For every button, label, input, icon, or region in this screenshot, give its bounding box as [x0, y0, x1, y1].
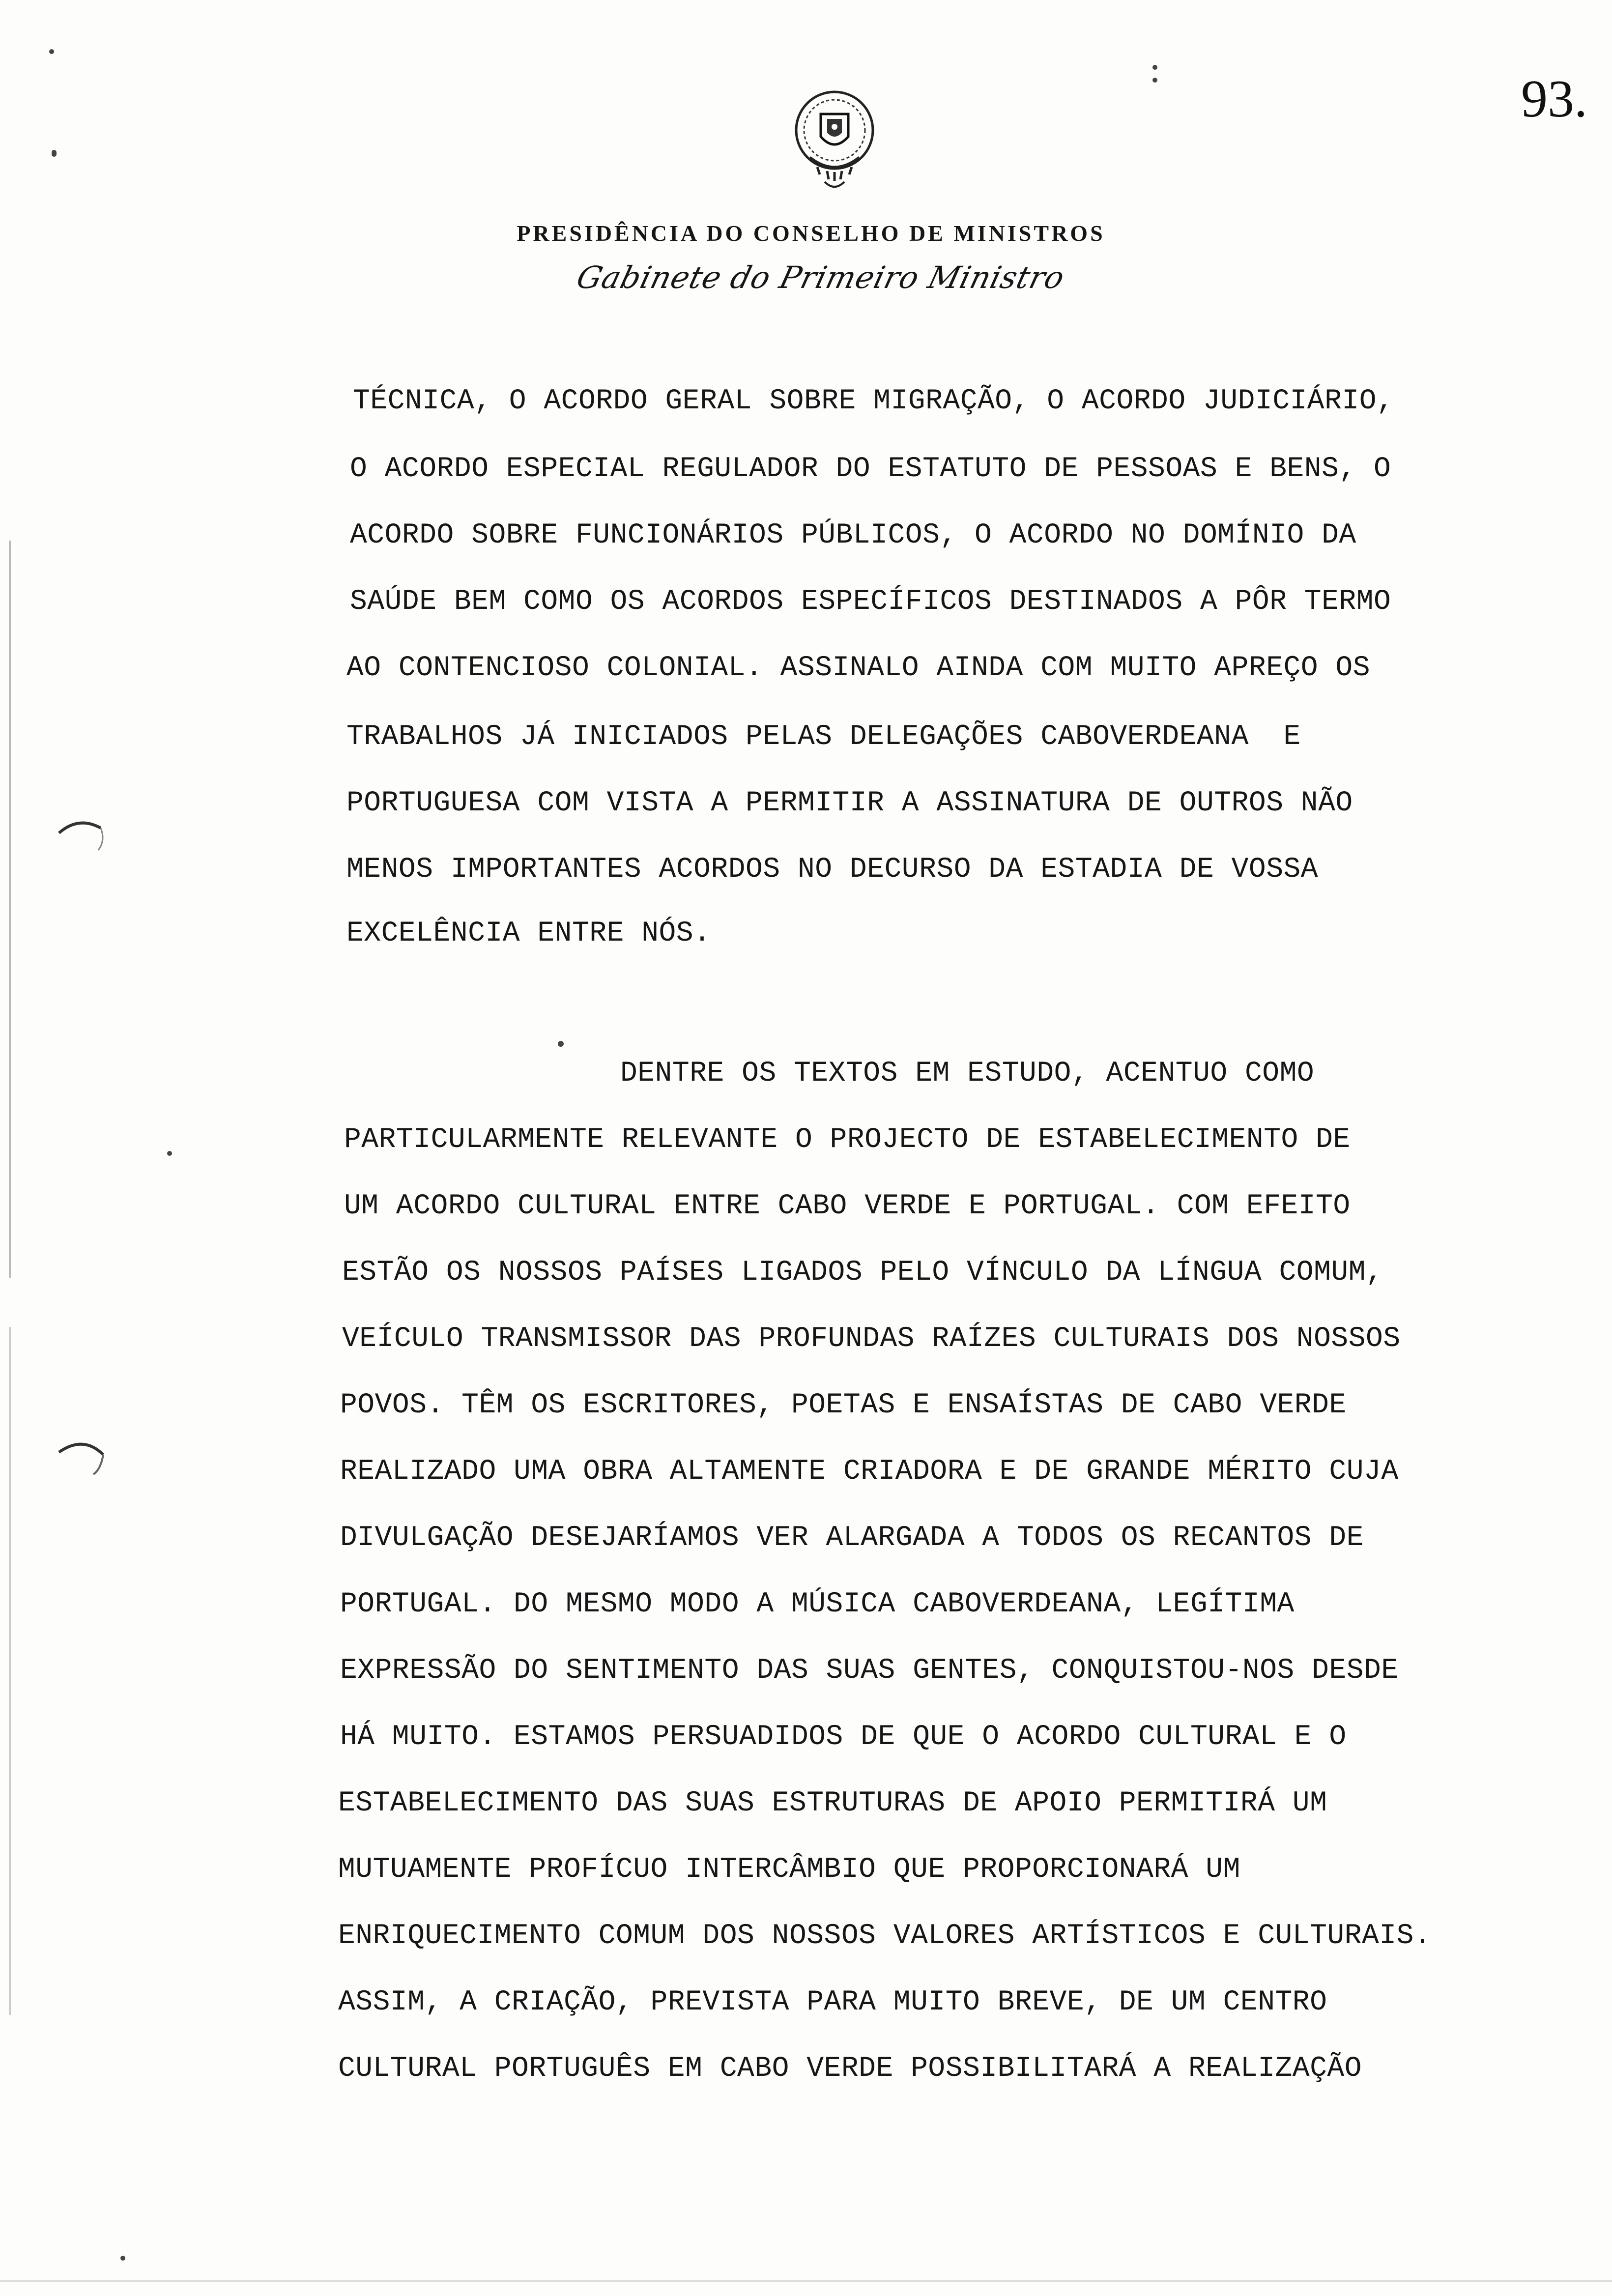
- scan-edge-line: [9, 1327, 11, 2015]
- text-line: REALIZADO UMA OBRA ALTAMENTE CRIADORA E DE GRANDE MÉRITO CUJA: [340, 1456, 1399, 1488]
- text-line: ESTABELECIMENTO DAS SUAS ESTRUTURAS DE APOIO PERMITIRÁ UM: [338, 1787, 1327, 1819]
- text-line: PORTUGUESA COM VISTA A PERMITIR A ASSINATURA DE OUTROS NÃO: [346, 787, 1353, 819]
- text-line: PARTICULARMENTE RELEVANTE O PROJECTO DE ESTABELECIMENTO DE: [344, 1124, 1351, 1156]
- scan-speck: [1152, 65, 1157, 70]
- scan-speck: [167, 1151, 172, 1156]
- scan-edge-line: [0, 2280, 1612, 2282]
- text-line: VEÍCULO TRANSMISSOR DAS PROFUNDAS RAÍZES CULTURAIS DOS NOSSOS: [342, 1323, 1401, 1355]
- scan-speck: [558, 1041, 564, 1047]
- text-line: TRABALHOS JÁ INICIADOS PELAS DELEGAÇÕES CABOVERDEANA E: [346, 721, 1301, 753]
- text-line: ACORDO SOBRE FUNCIONÁRIOS PÚBLICOS, O ACORDO NO DOMÍNIO DA: [350, 519, 1356, 551]
- text-line: ENRIQUECIMENTO COMUM DOS NOSSOS VALORES ARTÍSTICOS E CULTURAIS.: [338, 1920, 1432, 1952]
- text-line: O ACORDO ESPECIAL REGULADOR DO ESTATUTO DE PESSOAS E BENS, O: [350, 453, 1391, 485]
- text-line: DIVULGAÇÃO DESEJARÍAMOS VER ALARGADA A TODOS OS RECANTOS DE: [340, 1522, 1364, 1554]
- scan-speck: [1152, 78, 1157, 83]
- letterhead-title: PRESIDÊNCIA DO CONSELHO DE MINISTROS: [517, 221, 1105, 246]
- scan-speck: [120, 2256, 125, 2261]
- text-line: AO CONTENCIOSO COLONIAL. ASSINALO AINDA COM MUITO APREÇO OS: [346, 652, 1371, 684]
- punch-hole-mark: [54, 806, 113, 865]
- text-line: ASSIM, A CRIAÇÃO, PREVISTA PARA MUITO BREVE, DE UM CENTRO: [338, 1986, 1327, 2018]
- coat-of-arms-icon: [790, 84, 879, 199]
- text-line: POVOS. TÊM OS ESCRITORES, POETAS E ENSAÍSTAS DE CABO VERDE: [340, 1389, 1347, 1421]
- text-line: MENOS IMPORTANTES ACORDOS NO DECURSO DA ESTADIA DE VOSSA: [346, 854, 1319, 886]
- text-line: DENTRE OS TEXTOS EM ESTUDO, ACENTUO COMO: [620, 1058, 1315, 1090]
- text-line: PORTUGAL. DO MESMO MODO A MÚSICA CABOVERDEANA, LEGÍTIMA: [340, 1588, 1295, 1620]
- scan-edge-line: [9, 541, 11, 1278]
- text-line: EXCELÊNCIA ENTRE NÓS.: [346, 918, 711, 949]
- text-line: ESTÃO OS NOSSOS PAÍSES LIGADOS PELO VÍNCULO DA LÍNGUA COMUM,: [342, 1257, 1383, 1289]
- page-number: 93.: [1521, 70, 1587, 128]
- text-line: TÉCNICA, O ACORDO GERAL SOBRE MIGRAÇÃO, O ACORDO JUDICIÁRIO,: [353, 385, 1394, 417]
- text-line: SAÚDE BEM COMO OS ACORDOS ESPECÍFICOS DESTINADOS A PÔR TERMO: [350, 586, 1391, 618]
- letterhead-subtitle: Gabinete do Primeiro Ministro: [573, 259, 1068, 295]
- text-line: CULTURAL PORTUGUÊS EM CABO VERDE POSSIBILITARÁ A REALIZAÇÃO: [338, 2053, 1362, 2085]
- text-line: UM ACORDO CULTURAL ENTRE CABO VERDE E PORTUGAL. COM EFEITO: [344, 1190, 1351, 1222]
- punch-hole-mark: [54, 1425, 113, 1484]
- text-line: EXPRESSÃO DO SENTIMENTO DAS SUAS GENTES, CONQUISTOU-NOS DESDE: [340, 1655, 1399, 1687]
- text-line: MUTUAMENTE PROFÍCUO INTERCÂMBIO QUE PROPORCIONARÁ UM: [338, 1854, 1240, 1886]
- scan-speck: [52, 150, 57, 157]
- scan-speck: [49, 49, 54, 54]
- text-line: HÁ MUITO. ESTAMOS PERSUADIDOS DE QUE O ACORDO CULTURAL E O: [340, 1721, 1347, 1753]
